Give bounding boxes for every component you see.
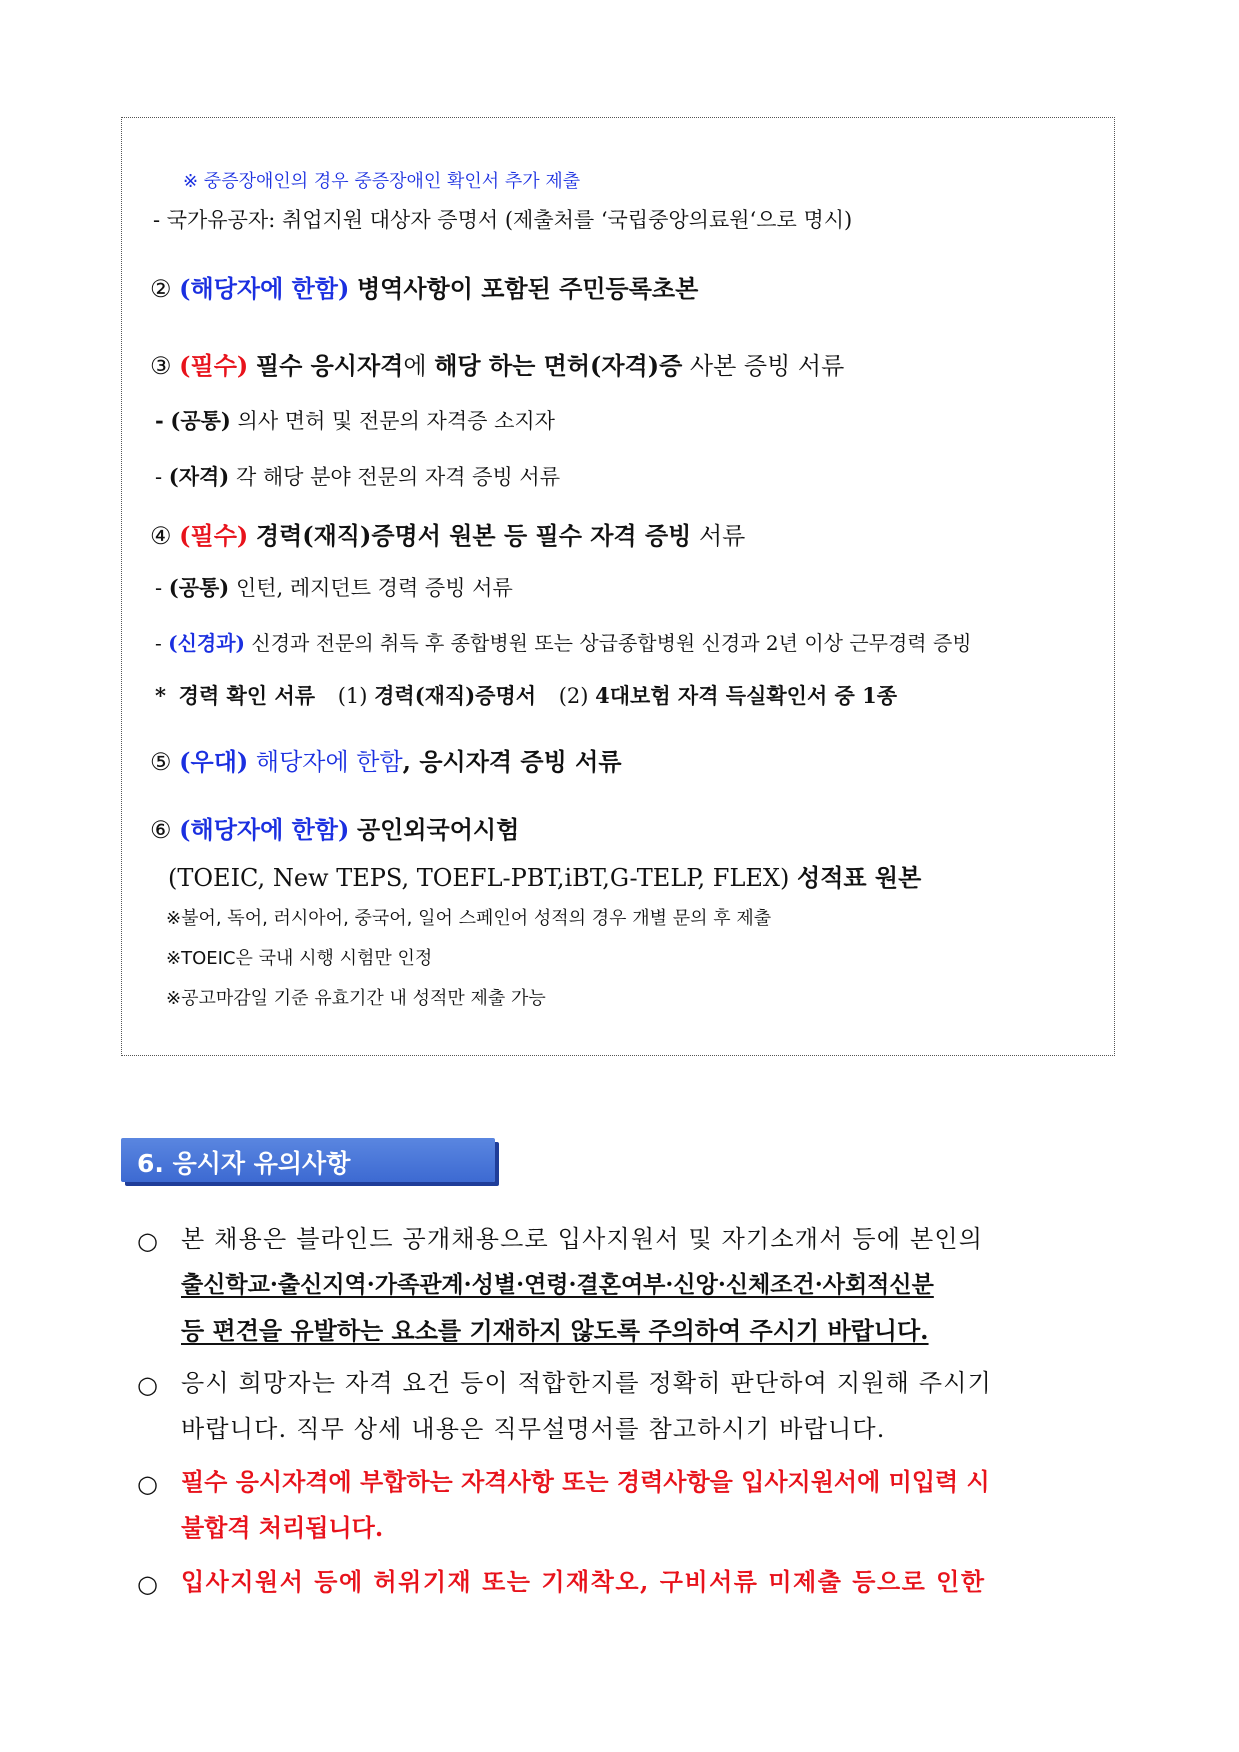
deadline-note: ※공고마감일 기준 유효기간 내 성적만 제출 가능 xyxy=(166,988,546,1009)
item-6-text: 공인외국어시험 xyxy=(356,815,520,844)
item-4-tag: (필수) xyxy=(179,521,249,550)
paragraph-2-line-2: 바랍니다. 직무 상세 내용은 직무설명서를 참고하시기 바랍니다. xyxy=(181,1415,886,1443)
item-3-common xyxy=(155,405,555,435)
item-4-opt2-num: (2) xyxy=(558,684,589,708)
paragraph-2 xyxy=(181,1360,1111,1452)
paragraph-1-line-1: 본 채용은 블라인드 공개채용으로 입사지원서 및 자기소개서 등에 본인의 xyxy=(181,1225,984,1253)
item-3-common-tag: (공통) xyxy=(170,408,231,433)
item-5 xyxy=(150,742,622,777)
item-4-common-text: 인턴, 레지던트 경력 증빙 서류 xyxy=(235,576,513,600)
item-5-bold: , 응시자격 증빙 서류 xyxy=(402,747,622,776)
item-6-tests-list: (TOEIC, New TEPS, TOEFL-PBT,iBT,G-TELP, FLEX) xyxy=(168,864,790,892)
item-4-opt2: 4대보험 자격 득실확인서 중 1종 xyxy=(595,683,898,708)
paragraph-1 xyxy=(181,1216,1111,1354)
item-3-cert xyxy=(155,461,560,491)
paragraph-3-line-1: 필수 응시자격에 부합하는 자격사항 또는 경력사항을 입사지원서에 미입력 시 xyxy=(181,1467,990,1496)
item-2 xyxy=(150,269,698,304)
section-header xyxy=(121,1138,495,1182)
paragraph-1-line-3: 등 편견을 유발하는 요소를 기재하지 않도록 주의하여 주시기 바랍니다. xyxy=(181,1316,929,1345)
paragraph-4-line-1: 입사지원서 등에 허위기재 또는 기재착오, 구비서류 미제출 등으로 인한 xyxy=(181,1567,986,1596)
item-3-tag: (필수) xyxy=(179,351,249,380)
item-2-text: 병역사항이 포함된 주민등록초본 xyxy=(356,274,699,303)
item-4-opt1: 경력(재직)증명서 xyxy=(374,683,537,708)
item-4-common-tag: (공통) xyxy=(168,575,230,600)
item-4-note-label: 경력 확인 서류 xyxy=(178,683,316,708)
item-4-common xyxy=(155,572,513,602)
item-3-cert-tag: (자격) xyxy=(168,464,230,489)
item-6 xyxy=(150,810,519,845)
item-6-tests-bold: 성적표 원본 xyxy=(797,863,922,892)
paragraph-3-line-2: 불합격 처리됩니다. xyxy=(181,1513,384,1542)
item-4 xyxy=(150,516,745,551)
section-title: 6. 응시자 유의사항 xyxy=(137,1149,351,1178)
bullet-3: ○ xyxy=(137,1470,158,1498)
item-4-neuro-tag: (신경과) xyxy=(168,631,246,655)
paragraph-3 xyxy=(181,1459,1111,1551)
item-2-number: ② xyxy=(150,275,172,303)
veteran-line: - 국가유공자: 취업지원 대상자 증명서 (제출처를 ‘국립중앙의료원‘으로 명시) xyxy=(153,208,853,232)
dash: - xyxy=(155,465,163,489)
bullet-4: ○ xyxy=(137,1570,158,1598)
item-4-neuro-text: 신경과 전문의 취득 후 종합병원 또는 상급종합병원 신경과 2년 이상 근무경력 증빙 xyxy=(251,631,972,655)
item-3-bold1: 필수 응시자격 xyxy=(255,351,404,380)
item-3 xyxy=(150,346,844,381)
item-6-tag: (해당자에 한함) xyxy=(179,815,350,844)
bullet-2: ○ xyxy=(137,1371,158,1399)
severe-disability-note: ※ 중증장애인의 경우 중증장애인 확인서 추가 제출 xyxy=(183,171,581,192)
item-3-common-text: 의사 면허 및 전문의 자격증 소지자 xyxy=(237,409,555,433)
item-3-cert-text: 각 해당 분야 전문의 자격 증빙 서류 xyxy=(235,465,560,489)
dash: - xyxy=(155,408,164,433)
lang-note: ※불어, 독어, 러시아어, 중국어, 일어 스페인어 성적의 경우 개별 문의 후 제출 xyxy=(166,908,772,929)
toeic-note: ※TOEIC은 국내 시행 시험만 인정 xyxy=(166,948,433,969)
item-4-note xyxy=(155,680,897,710)
item-4-number: ④ xyxy=(150,522,172,550)
item-5-blue-text: 해당자에 한함 xyxy=(255,748,403,776)
item-2-tag: (해당자에 한함) xyxy=(179,274,350,303)
item-5-number: ⑤ xyxy=(150,748,172,776)
paragraph-2-line-1: 응시 희망자는 자격 요건 등이 적합한지를 정확히 판단하여 지원해 주시기 xyxy=(181,1369,992,1397)
item-3-bold2: 해당 하는 면허(자격)증 xyxy=(434,351,683,380)
item-4-bold: 경력(재직)증명서 원본 등 필수 자격 증빙 xyxy=(255,521,692,550)
bullet-1: ○ xyxy=(137,1227,158,1255)
item-3-mid: 에 xyxy=(403,352,427,380)
item-6-number: ⑥ xyxy=(150,816,172,844)
item-4-rest: 서류 xyxy=(698,522,746,550)
paragraph-4 xyxy=(181,1559,1111,1605)
dash: - xyxy=(155,576,163,600)
item-3-number: ③ xyxy=(150,352,172,380)
star: * xyxy=(155,683,166,708)
item-5-tag: (우대) xyxy=(179,747,249,776)
item-4-opt1-num: (1) xyxy=(337,684,368,708)
item-3-rest: 사본 증빙 서류 xyxy=(689,352,845,380)
item-6-tests xyxy=(168,858,921,893)
item-4-neuro xyxy=(155,627,972,656)
dash: - xyxy=(155,631,162,655)
paragraph-1-line-2: 출신학교·출신지역·가족관계·성별·연령·결혼여부·신앙·신체조건·사회적신분 xyxy=(181,1271,934,1298)
